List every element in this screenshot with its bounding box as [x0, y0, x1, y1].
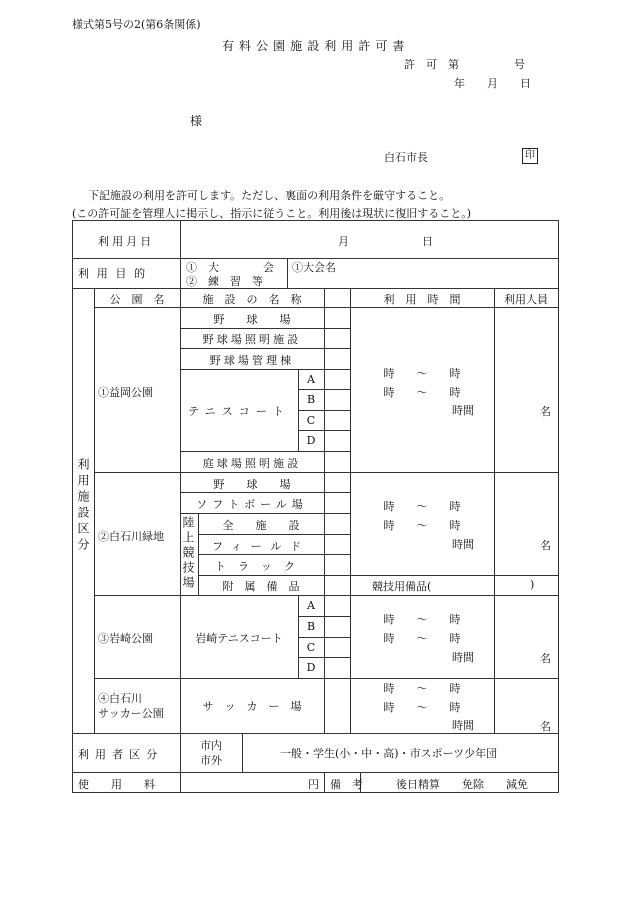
park3-name: ③岩崎公園: [98, 632, 153, 645]
park3-court-c[interactable]: C: [306, 641, 316, 654]
park4-name-line2: サッカー公園: [98, 707, 164, 720]
purpose-label: 利用目的: [78, 267, 153, 280]
park4-soccer[interactable]: サ ッ カ ー 場: [202, 700, 302, 713]
addressee-suffix: 様: [190, 114, 203, 128]
park2-softball[interactable]: ソフトボール場: [196, 498, 308, 511]
col-header-park: 公 園 名: [109, 293, 165, 306]
park1-court-d[interactable]: D: [306, 434, 316, 447]
park2-time-1[interactable]: 時 ～ 時: [383, 500, 461, 513]
park2-equipment-close: ): [530, 578, 535, 591]
park2-field[interactable]: フィールド: [212, 540, 310, 553]
park1-name: ①益岡公園: [98, 386, 153, 399]
use-date-month[interactable]: 月: [338, 235, 349, 248]
use-date-day[interactable]: 日: [422, 235, 433, 248]
park1-court-b[interactable]: B: [306, 393, 316, 406]
park2-hours[interactable]: 時間: [452, 538, 474, 551]
user-class-inside-city[interactable]: 市内: [200, 739, 222, 752]
remarks-options[interactable]: 後日精算 免除 減免: [396, 778, 528, 791]
permit-number-label: 許 可 第 号: [404, 58, 525, 71]
col-header-people: 利用人員: [504, 293, 548, 306]
issuer-name: 白石市長: [384, 151, 428, 164]
notice-line-2: (この許可証を管理人に掲示し、指示に従うこと。利用後は現状に復旧すること。): [72, 207, 472, 220]
tournament-name-label[interactable]: ①大会名: [292, 261, 336, 274]
park3-court-b[interactable]: B: [306, 620, 316, 633]
document-title: 有料公園施設利用許可書: [222, 39, 410, 53]
remarks-label: 備 考: [330, 778, 363, 791]
fee-yen-unit[interactable]: 円: [308, 778, 319, 791]
park1-court-c[interactable]: C: [306, 414, 316, 427]
park4-time-1[interactable]: 時 ～ 時: [383, 682, 461, 695]
col-header-time: 利 用 時 間: [383, 293, 461, 306]
park3-hours[interactable]: 時間: [452, 651, 474, 664]
park1-baseball-mgmt[interactable]: 野球場管理棟: [209, 354, 295, 367]
user-class-outside-city[interactable]: 市外: [200, 754, 222, 767]
park2-athletics: 陸上競技場: [181, 516, 195, 591]
park2-equipment-note[interactable]: 競技用備品(: [372, 580, 432, 593]
facility-category-label: 利用施設区分: [76, 458, 90, 554]
park3-tennis[interactable]: 岩崎テニスコート: [195, 632, 283, 645]
notice-line-1: 下記施設の利用を許可します。ただし、裏面の利用条件を厳守すること。: [88, 189, 451, 202]
user-class-types[interactable]: 一般・学生(小・中・高)・市スポーツ少年団: [280, 747, 498, 760]
park2-baseball[interactable]: 野 球 場: [213, 478, 291, 491]
purpose-option-tournament[interactable]: ① 大 会: [186, 261, 274, 274]
park4-time-2[interactable]: 時 ～ 時: [383, 701, 461, 714]
park3-time-1[interactable]: 時 ～ 時: [383, 613, 461, 626]
park3-people-unit[interactable]: 名: [540, 652, 551, 665]
park1-time-1[interactable]: 時 ～ 時: [383, 367, 461, 380]
park4-hours[interactable]: 時間: [452, 719, 474, 732]
park1-court-a[interactable]: A: [307, 373, 315, 386]
park3-court-d[interactable]: D: [306, 661, 316, 674]
purpose-option-practice[interactable]: ② 練 習 等: [186, 275, 263, 288]
park1-baseball[interactable]: 野 球 場: [213, 313, 291, 326]
park2-people-unit[interactable]: 名: [540, 539, 551, 552]
park3-time-2[interactable]: 時 ～ 時: [383, 632, 461, 645]
park2-all-facilities[interactable]: 全 施 設: [222, 519, 300, 532]
use-date-label: 利用月日: [98, 235, 155, 248]
fee-label: 使 用 料: [78, 778, 155, 791]
park2-time-2[interactable]: 時 ～ 時: [383, 519, 461, 532]
park1-time-2[interactable]: 時 ～ 時: [383, 386, 461, 399]
park2-name: ②白石川緑地: [98, 530, 164, 543]
park3-court-a[interactable]: A: [307, 599, 315, 612]
form-number: 様式第5号の2(第6条関係): [72, 18, 201, 31]
park1-people-unit[interactable]: 名: [540, 405, 551, 418]
park1-baseball-light[interactable]: 野球場照明施設: [202, 333, 302, 346]
issue-date-label: 年 月 日: [454, 77, 531, 90]
seal-mark: 印: [522, 148, 538, 164]
user-class-label: 利用者区分: [78, 748, 164, 761]
park2-equipment[interactable]: 附 属 備 品: [222, 580, 300, 593]
park4-name-line1: ④白石川: [98, 692, 142, 705]
park1-tennis[interactable]: テニスコート: [188, 405, 290, 418]
col-header-facility: 施 設 の 名 称: [202, 293, 302, 306]
park4-people-unit[interactable]: 名: [540, 720, 551, 733]
park1-hours[interactable]: 時間: [452, 404, 474, 417]
park1-garden-light[interactable]: 庭球場照明施設: [202, 457, 302, 470]
park2-track[interactable]: トラック: [214, 560, 308, 573]
